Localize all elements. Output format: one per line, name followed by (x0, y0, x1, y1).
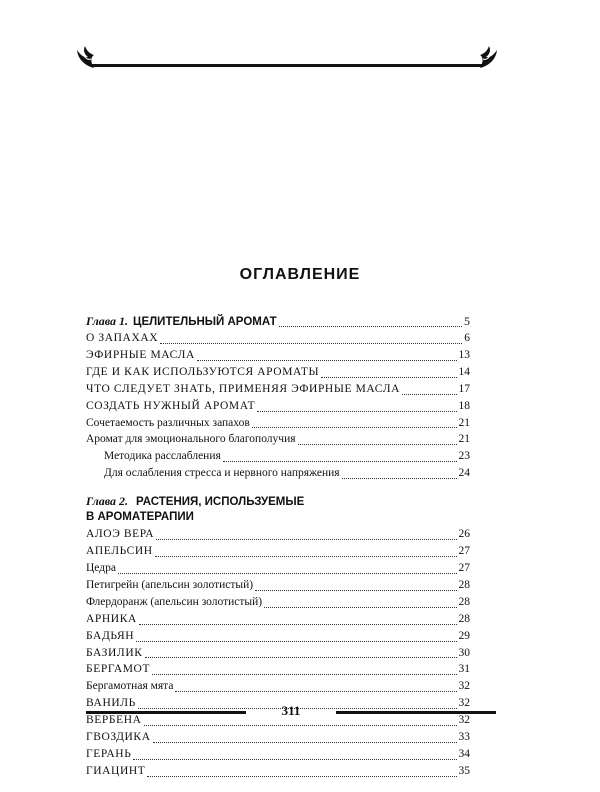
toc-entry-label: Для ослабления стресса и нервного напряжения (104, 467, 340, 480)
toc-entry-page: 27 (458, 561, 470, 574)
dot-leader (136, 641, 456, 642)
toc-entry-page: 32 (458, 697, 470, 710)
toc-entry-label: ЭФИРНЫЕ МАСЛА (86, 348, 195, 361)
toc-entry-page: 21 (458, 433, 470, 446)
flourish-right-icon (476, 44, 502, 72)
toc-entry-label: БАЗИЛИК (86, 646, 143, 659)
dot-leader (156, 539, 456, 540)
toc-entry[interactable] (86, 381, 470, 398)
chapter-2-section (86, 494, 470, 780)
chapter-1-title: ЦЕЛИТЕЛЬНЫЙ АРОМАТ (133, 316, 277, 328)
toc-entry-page: 24 (458, 467, 470, 480)
toc-entry[interactable] (86, 415, 470, 432)
top-ornament-rule (72, 44, 502, 74)
page-footer (86, 702, 496, 722)
toc-entry-page: 28 (458, 595, 470, 608)
toc-entry[interactable] (86, 526, 470, 543)
toc-entry-label: Аромат для эмоционального благополучия (86, 433, 296, 446)
chapter-2-number: Глава 2. (86, 494, 129, 509)
toc-entry[interactable] (86, 763, 470, 780)
toc-entry-page: 34 (458, 747, 470, 760)
toc-entry[interactable] (86, 330, 470, 347)
toc-entry-label: ГВОЗДИКА (86, 731, 151, 744)
toc-entry-page: 29 (458, 629, 470, 642)
chapter-2-title-line1: РАСТЕНИЯ, ИСПОЛЬЗУЕМЫЕ (136, 496, 305, 509)
toc-entry-label: Флердоранж (апельсин золотистый) (86, 595, 263, 608)
toc-entry[interactable] (86, 594, 470, 611)
dot-leader (257, 411, 456, 412)
toc-entry[interactable] (86, 746, 470, 763)
dot-leader (153, 742, 457, 743)
dot-leader (155, 556, 457, 557)
toc-entry[interactable] (86, 560, 470, 577)
toc-entry[interactable] (86, 431, 470, 448)
dot-leader (298, 444, 457, 445)
dot-leader (197, 360, 457, 361)
toc-entry-label: БАДЬЯН (86, 629, 135, 642)
toc-entry[interactable] (86, 628, 470, 645)
dot-leader (118, 573, 457, 574)
toc-entry-page: 23 (458, 450, 470, 463)
toc-entry-page: 32 (458, 680, 470, 693)
toc-entry[interactable] (86, 729, 470, 746)
toc-entry-page: 35 (458, 764, 470, 777)
toc-entry-label: ЧТО СЛЕДУЕТ ЗНАТЬ, ПРИМЕНЯЯ ЭФИРНЫЕ МАСЛА (86, 382, 401, 395)
toc-entry[interactable] (86, 448, 470, 465)
dot-leader (252, 427, 457, 428)
toc-entry-label: БЕРГАМОТ (86, 663, 151, 676)
toc-entry-page: 33 (458, 731, 470, 744)
dot-leader (175, 691, 456, 692)
toc-entry-page: 14 (458, 365, 470, 378)
toc-entry-label: Петигрейн (апельсин золотистый) (86, 578, 254, 591)
toc-entry-label: Бергамотная мята (86, 680, 174, 693)
dot-leader (152, 674, 456, 675)
toc-entry-page: 21 (458, 416, 470, 429)
toc-entry-page: 31 (458, 663, 470, 676)
dot-leader (255, 590, 456, 591)
toc-entry-label: ВЕРБЕНА (86, 714, 142, 727)
toc-entry[interactable] (86, 398, 470, 415)
dot-leader (264, 607, 456, 608)
dot-leader (144, 725, 457, 726)
toc-entry-label: Цедра (86, 561, 116, 574)
chapter-2-entries (86, 526, 470, 780)
toc-entry-page: 17 (458, 382, 470, 395)
dot-leader (279, 326, 462, 327)
toc-entry-label: ГЕРАНЬ (86, 747, 132, 760)
toc-entry-page: 6 (464, 332, 470, 344)
toc-entry-label: О ЗАПАХАХ (86, 332, 159, 344)
chapter-1-heading[interactable] (86, 314, 470, 330)
toc-entry[interactable] (86, 678, 470, 695)
top-rule-line (92, 64, 482, 67)
chapter-1-page: 5 (464, 314, 470, 328)
chapter-2-heading[interactable] (86, 494, 470, 525)
toc-entry-page: 13 (458, 348, 470, 361)
toc-entry-label: ГИАЦИНТ (86, 764, 146, 777)
toc-entry-page: 27 (458, 545, 470, 558)
toc-entry-page: 18 (458, 399, 470, 412)
chapter-1-entries (86, 330, 470, 482)
toc-entry-page: 28 (458, 578, 470, 591)
toc-entry[interactable] (86, 543, 470, 560)
toc-entry-label: Методика расслабления (104, 450, 221, 463)
toc-entry-label: АРНИКА (86, 612, 137, 625)
dot-leader (160, 343, 462, 344)
dot-leader (147, 776, 456, 777)
toc-entry[interactable] (86, 645, 470, 662)
page-title: ОГЛАВЛЕНИЕ (239, 266, 361, 283)
dot-leader (321, 377, 456, 378)
toc-entry-page: 32 (458, 714, 470, 727)
toc-entry-page: 28 (458, 612, 470, 625)
toc-entry-label: АЛОЭ ВЕРА (86, 528, 155, 541)
dot-leader (402, 394, 456, 395)
page-number: 311 (281, 703, 301, 718)
chapter-1-number: Глава 1. (86, 314, 129, 328)
toc-entry-label: СОЗДАТЬ НУЖНЫЙ АРОМАТ (86, 399, 256, 412)
dot-leader (145, 657, 457, 658)
dot-leader (139, 624, 457, 625)
toc-entry[interactable] (86, 577, 470, 594)
toc-entry[interactable] (86, 364, 470, 381)
toc-entry[interactable] (86, 347, 470, 364)
toc-entry-label: АПЕЛЬСИН (86, 545, 153, 558)
toc-entry[interactable] (86, 611, 470, 628)
dot-leader (223, 461, 457, 462)
toc-entry-page: 30 (458, 646, 470, 659)
toc-entry-label: Сочетаемость различных запахов (86, 416, 250, 429)
toc-entry[interactable] (86, 465, 470, 482)
flourish-left-icon (72, 44, 98, 72)
toc-entry-page: 26 (458, 528, 470, 541)
chapter-2-title-line2: В АРОМАТЕРАПИИ (86, 511, 194, 524)
dot-leader (342, 478, 457, 479)
dot-leader (133, 759, 456, 760)
footer-rule-right (336, 711, 496, 714)
chapter-1-section (86, 314, 470, 482)
toc-entry-label: ГДЕ И КАК ИСПОЛЬЗУЮТСЯ АРОМАТЫ (86, 365, 320, 378)
toc-entry-label: ВАНИЛЬ (86, 697, 136, 710)
toc-entry[interactable] (86, 661, 470, 678)
